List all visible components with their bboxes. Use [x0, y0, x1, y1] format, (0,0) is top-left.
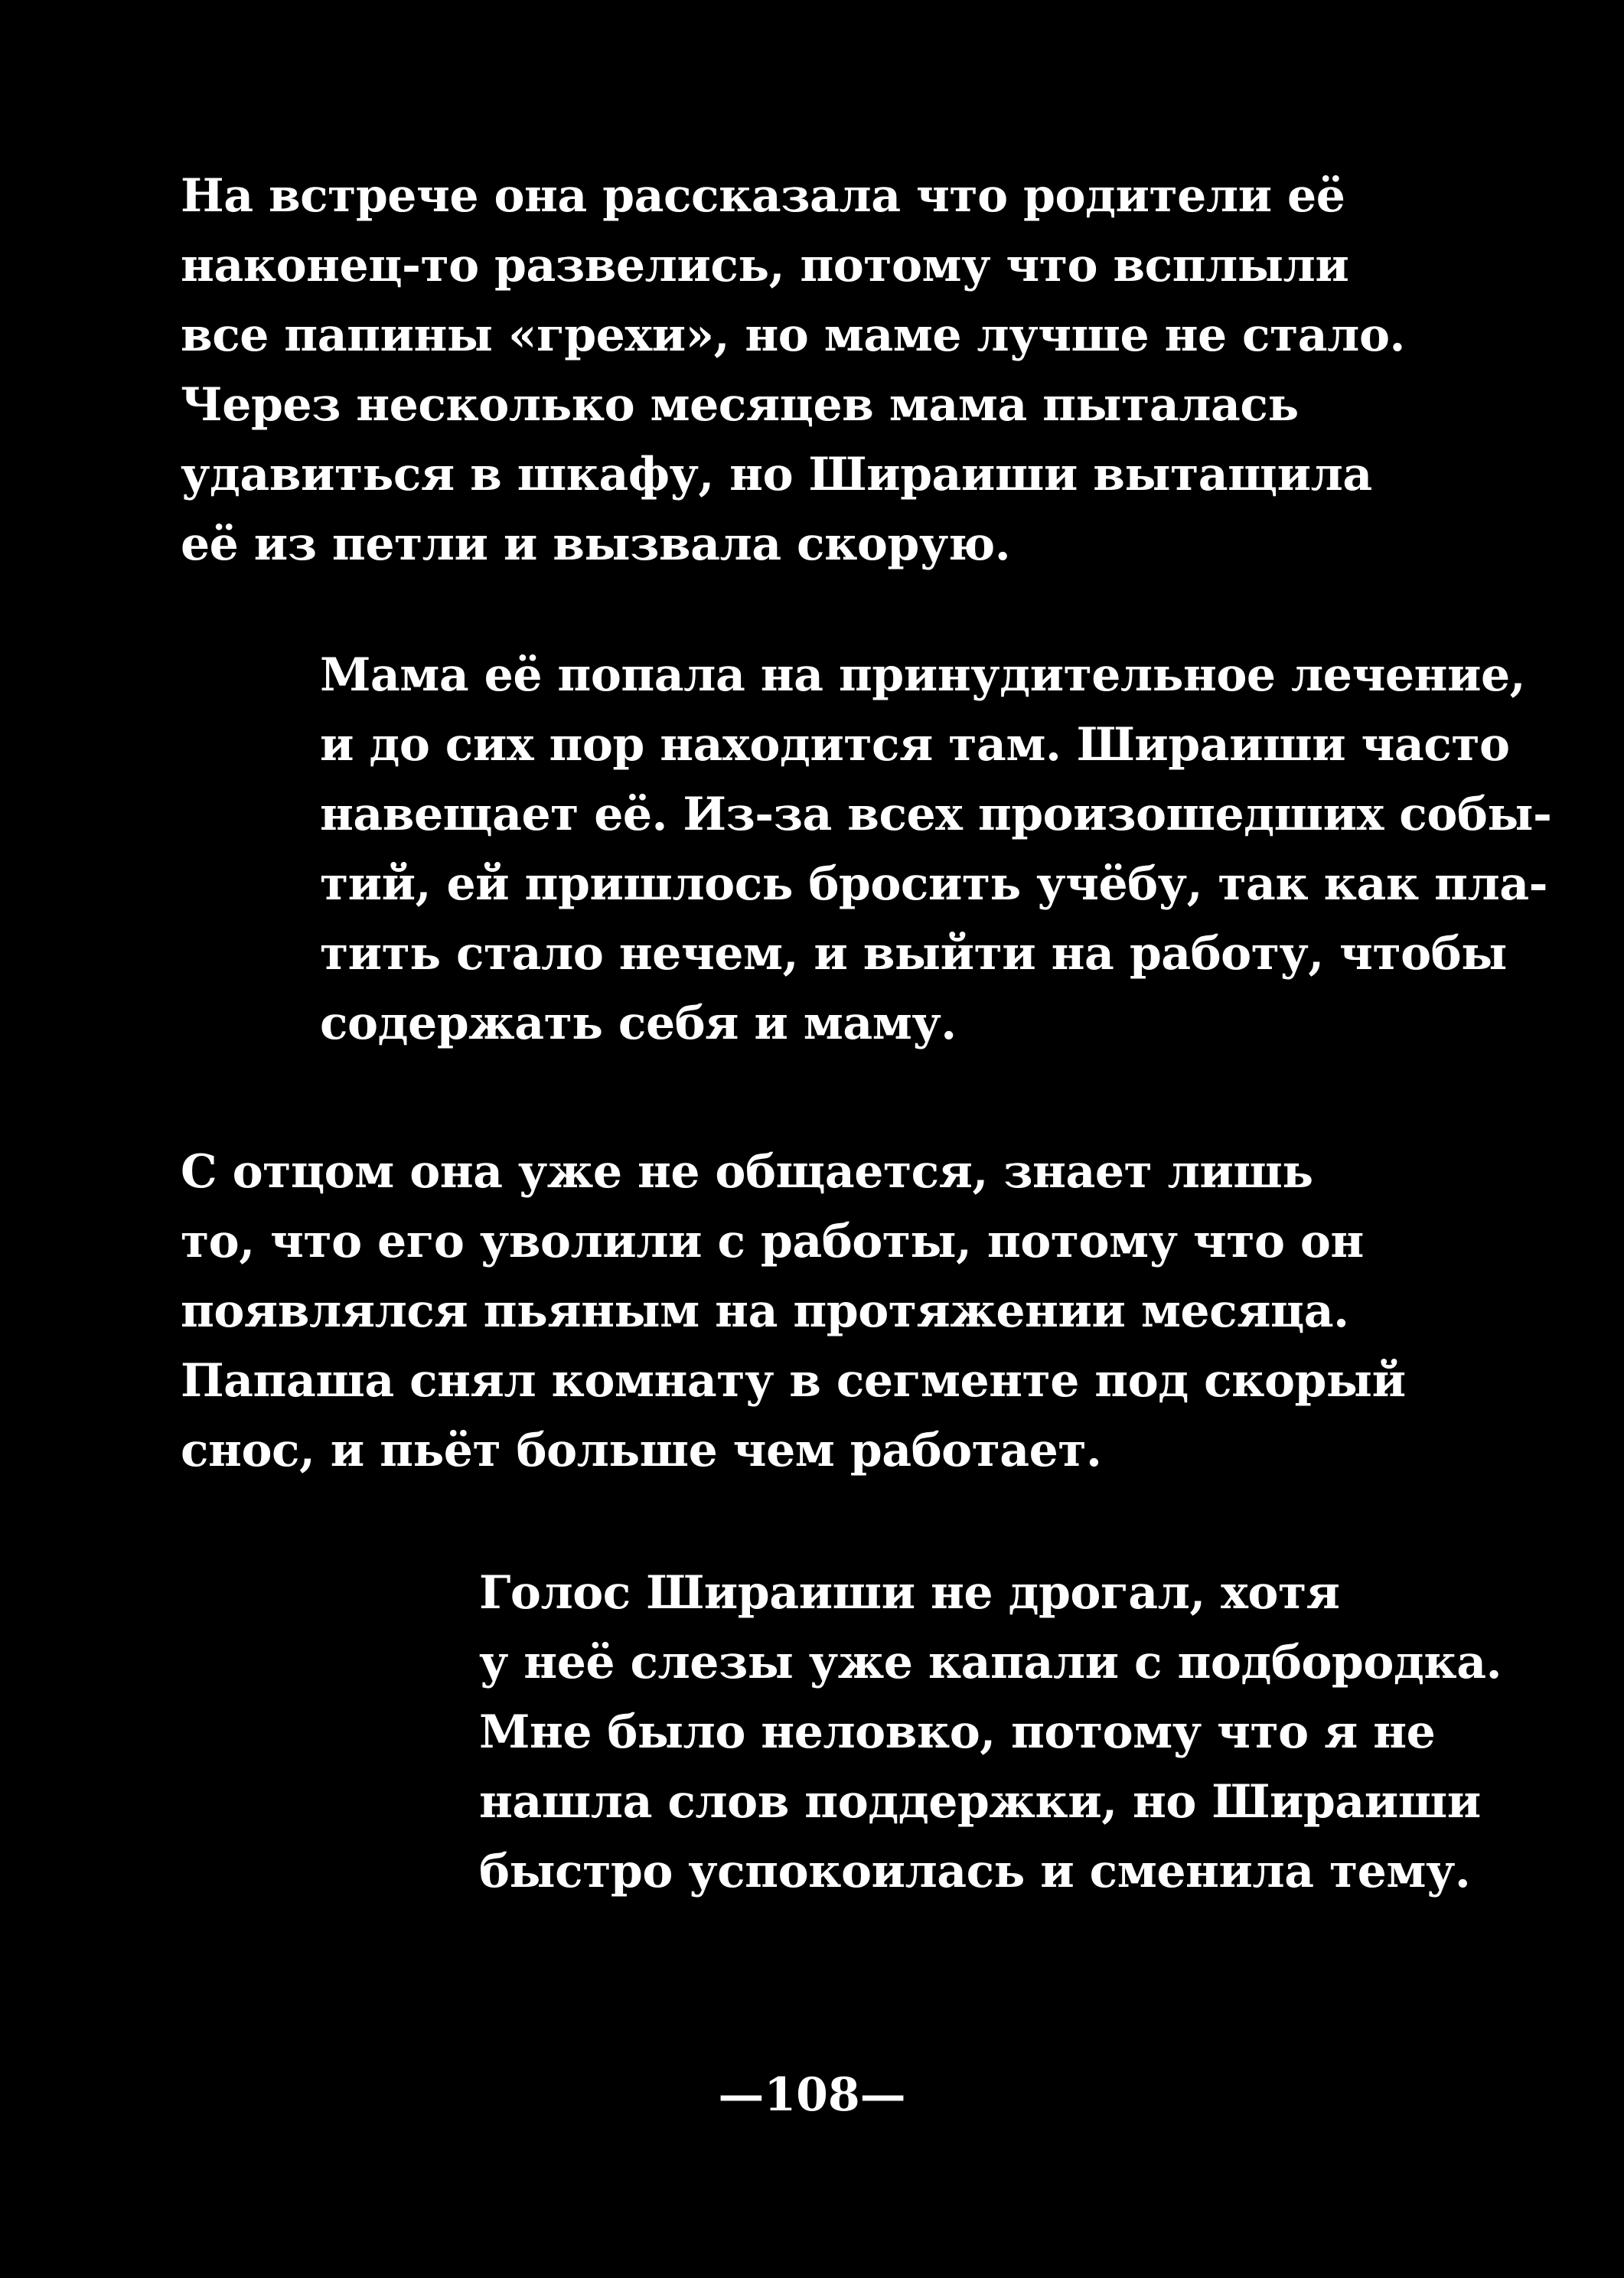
text-line: навещает её. Из-за всех произошедших собы- [320, 788, 1552, 841]
text-line: нашла слов поддержки, но Шираиши [479, 1775, 1481, 1829]
text-line: Голос Шираиши не дрогал, хотя [479, 1566, 1340, 1620]
text-line: Мне было неловко, потому что я не [479, 1705, 1436, 1759]
text-line: наконец-то развелись, потому что всплыли [181, 239, 1349, 292]
paragraph-4 [479, 1558, 1502, 1907]
text-line: то, что его уволили с работы, потому что он [181, 1215, 1364, 1268]
text-line: тить стало нечем, и выйти на работу, чтобы [320, 927, 1507, 981]
text-line: и до сих пор находится там. Шираиши часто [320, 718, 1510, 772]
text-line: С отцом она уже не общается, знает лишь [181, 1145, 1313, 1199]
text-line: тий, ей пришлось бросить учёбу, так как пла- [320, 857, 1548, 911]
text-line: появлялся пьяным на протяжении месяца. [181, 1284, 1349, 1338]
text-line: все папины «грехи», но маме лучше не стало. [181, 308, 1405, 362]
paragraph-2 [320, 641, 1551, 1059]
text-line: Через несколько месяцев мама пыталась [181, 378, 1299, 432]
text-line: удавиться в шкафу, но Шираиши вытащила [181, 448, 1372, 501]
text-line: Папаша снял комнату в сегменте под скорый [181, 1354, 1406, 1408]
text-line: Мама её попала на принудительное лечение, [320, 648, 1526, 702]
text-line: содержать себя и маму. [320, 997, 957, 1050]
paragraph-1 [181, 162, 1405, 579]
text-line: снос, и пьёт больше чем работает. [181, 1424, 1102, 1477]
text-line: её из петли и вызвала скорую. [181, 517, 1011, 571]
text-line: у неё слезы уже капали с подбородка. [479, 1636, 1502, 1689]
paragraph-3 [181, 1137, 1406, 1486]
text-line: На встрече она рассказала что родители её [181, 169, 1345, 223]
page-number: —108— [718, 2068, 906, 2122]
text-line: быстро успокоилась и сменила тему. [479, 1845, 1471, 1898]
